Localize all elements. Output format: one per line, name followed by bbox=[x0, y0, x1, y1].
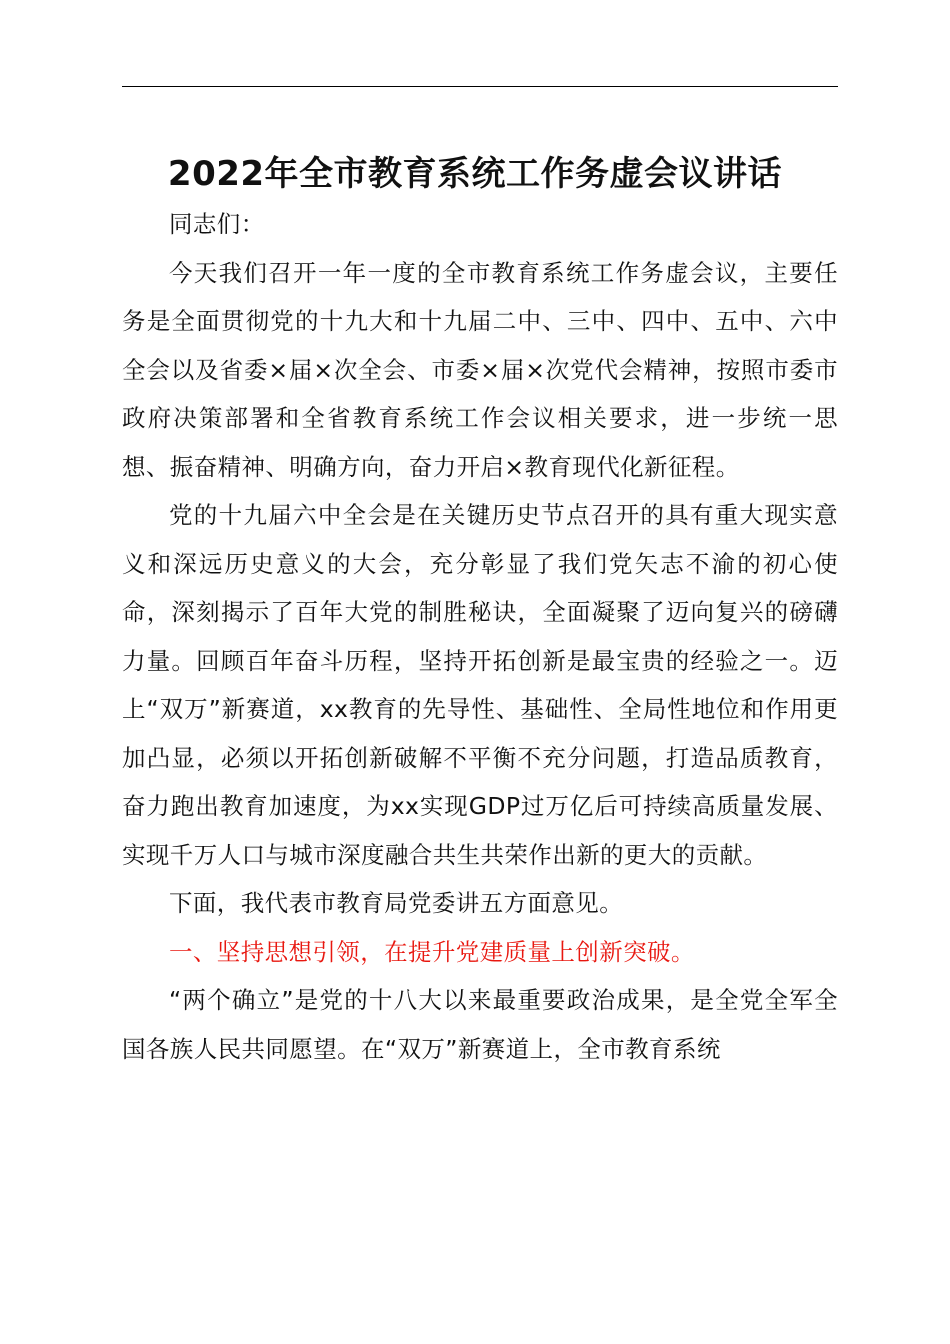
body-paragraph: 今天我们召开一年一度的全市教育系统工作务虚会议，主要任务是全面贯彻党的十九大和十九届二中、三中、四中、五中、六中全会以及省委×届×次全会、市委×届×次党代会精神，按照市委市政府决策部署和全省教育系统工作会议相关要求，进一步统一思想、振奋精神、明确方向，奋力开启×教育现代化新征程。 bbox=[122, 258, 838, 481]
salutation-paragraph: 同志们： bbox=[169, 210, 265, 238]
header-rule bbox=[122, 86, 838, 87]
section-heading: 一、坚持思想引领，在提升党建质量上创新突破。 bbox=[169, 937, 695, 966]
body-paragraph: “两个确立”是党的十八大以来最重要政治成果，是全党全军全国各族人民共同愿望。在“双万”新赛道上，全市教育系统 bbox=[122, 986, 838, 1063]
body-paragraph: 下面，我代表市教育局党委讲五方面意见。 bbox=[169, 889, 624, 917]
document-title: 2022年全市教育系统工作务虚会议讲话 bbox=[167, 154, 783, 194]
body-paragraph: 党的十九届六中全会是在关键历史节点召开的具有重大现实意义和深远历史意义的大会，充分彰显了我们党矢志不渝的初心使命，深刻揭示了百年大党的制胜秘诀，全面凝聚了迈向复兴的磅礴力量。回顾百年奋斗历程，坚持开拓创新是最宝贵的经验之一。迈上“双万”新赛道，xx教育的先导性、基础性、全局性地位和作用更加凸显，必须以开拓创新破解不平衡不充分问题，打造品质教育，奋力跑出教育加速度，为xx实现GDP过万亿后可持续高质量发展、实现千万人口与城市深度融合共生共荣作出新的更大的贡献。 bbox=[122, 501, 838, 869]
document-body bbox=[122, 200, 838, 1073]
